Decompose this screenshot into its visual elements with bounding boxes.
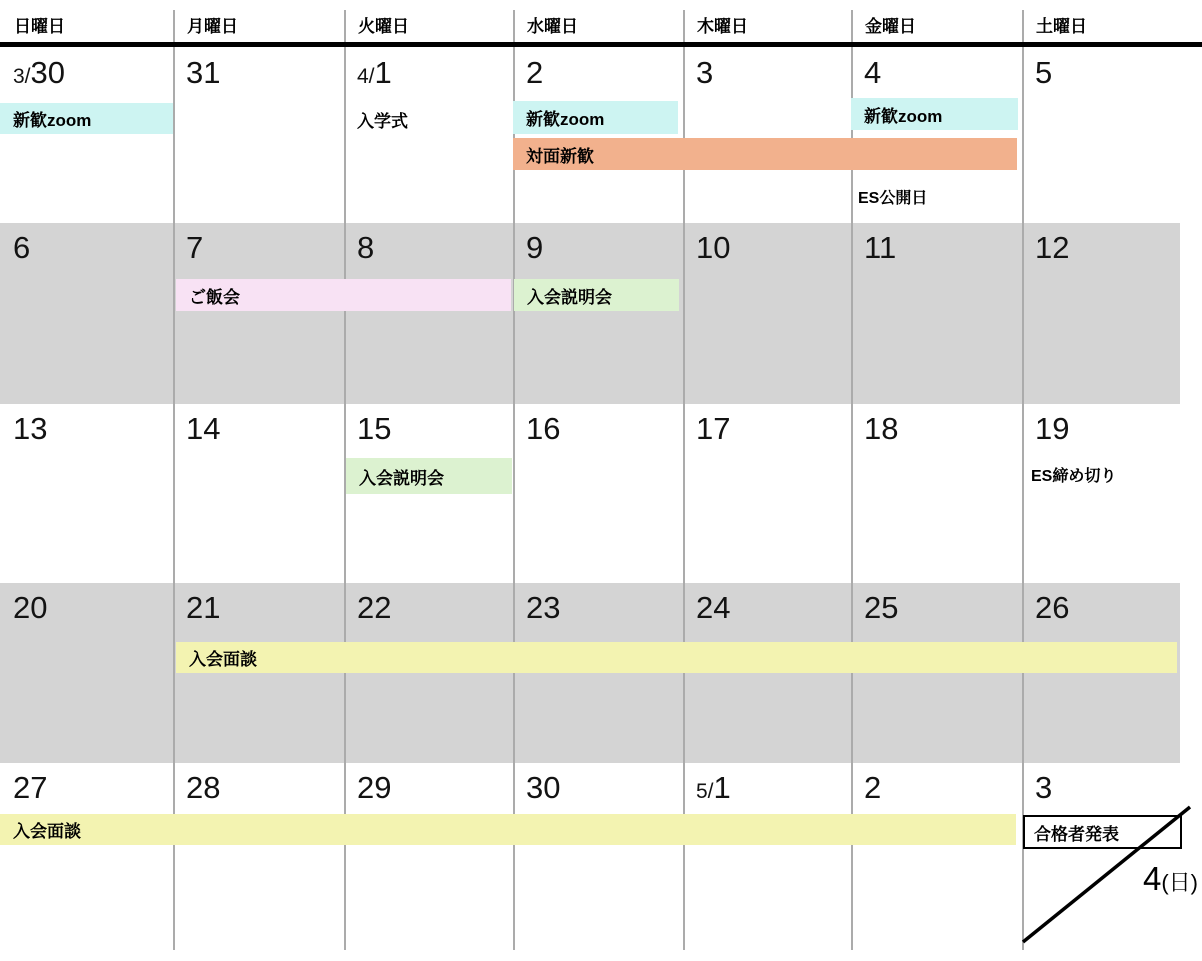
event-interview-week4[interactable]: 入会面談 <box>176 642 1177 673</box>
day-cell-apr12[interactable]: 12 <box>1035 230 1070 265</box>
day-cell-apr22[interactable]: 22 <box>357 590 392 625</box>
day-cell-may2[interactable]: 2 <box>864 770 882 805</box>
event-shinkan-zoom-apr4[interactable]: 新歓zoom <box>851 98 1018 130</box>
grid-line-col-1 <box>173 10 175 950</box>
day-cell-apr2[interactable]: 2 <box>526 55 544 90</box>
day-cell-apr25[interactable]: 25 <box>864 590 899 625</box>
day-cell-apr24[interactable]: 24 <box>696 590 731 625</box>
day-cell-apr14[interactable]: 14 <box>186 411 221 446</box>
day-cell-apr27[interactable]: 27 <box>13 770 48 805</box>
event-interview-week5[interactable]: 入会面談 <box>0 814 1016 845</box>
day-cell-apr7[interactable]: 7 <box>186 230 204 265</box>
day-cell-apr9[interactable]: 9 <box>526 230 544 265</box>
weekday-header-wed: 水曜日 <box>527 17 578 36</box>
day-cell-apr11[interactable]: 11 <box>864 230 897 265</box>
header-rule <box>0 42 1202 47</box>
weekday-header-sat: 土曜日 <box>1036 17 1087 36</box>
overflow-day-may4-label: 4(日) <box>1142 860 1198 897</box>
day-cell-apr28[interactable]: 28 <box>186 770 221 805</box>
day-cell-apr15[interactable]: 15 <box>357 411 392 446</box>
weekday-header-tue: 火曜日 <box>358 17 409 36</box>
day-cell-apr16[interactable]: 16 <box>526 411 561 446</box>
event-info-session-apr9[interactable]: 入会説明会 <box>514 279 679 311</box>
event-gohankai[interactable]: ご飯会 <box>176 279 511 311</box>
day-cell-apr5[interactable]: 5 <box>1035 55 1053 90</box>
day-cell-apr21[interactable]: 21 <box>186 590 221 625</box>
event-shinkan-zoom-mar30[interactable]: 新歓zoom <box>0 103 173 134</box>
day-cell-apr8[interactable]: 8 <box>357 230 375 265</box>
day-cell-apr19[interactable]: 19 <box>1035 411 1070 446</box>
day-cell-apr4[interactable]: 4 <box>864 55 882 90</box>
weekday-header-mon: 月曜日 <box>187 17 238 36</box>
event-es-deadline[interactable]: ES締め切り <box>1031 467 1117 485</box>
day-cell-apr13[interactable]: 13 <box>13 411 48 446</box>
day-cell-mar30[interactable]: 3/30 <box>13 55 65 90</box>
day-cell-apr20[interactable]: 20 <box>13 590 48 625</box>
weekday-header-sun: 日曜日 <box>14 17 65 36</box>
day-cell-may1[interactable]: 5/1 <box>696 770 731 805</box>
shaded-week-row-4 <box>0 583 1180 763</box>
event-entrance-ceremony[interactable]: 入学式 <box>357 112 408 131</box>
day-cell-apr18[interactable]: 18 <box>864 411 899 446</box>
day-cell-apr6[interactable]: 6 <box>13 230 31 265</box>
day-cell-apr17[interactable]: 17 <box>696 411 731 446</box>
event-shinkan-zoom-apr2[interactable]: 新歓zoom <box>513 101 678 134</box>
day-cell-mar31[interactable]: 31 <box>186 55 221 90</box>
day-cell-apr3[interactable]: 3 <box>696 55 714 90</box>
weekday-header-thu: 木曜日 <box>697 17 748 36</box>
weekday-header-fri: 金曜日 <box>865 17 916 36</box>
shaded-week-row-2 <box>0 223 1180 404</box>
day-cell-apr23[interactable]: 23 <box>526 590 561 625</box>
day-cell-apr10[interactable]: 10 <box>696 230 731 265</box>
day-cell-may3[interactable]: 3 <box>1035 770 1053 805</box>
day-cell-apr26[interactable]: 26 <box>1035 590 1070 625</box>
day-cell-apr30[interactable]: 30 <box>526 770 561 805</box>
day-cell-apr29[interactable]: 29 <box>357 770 392 805</box>
event-es-release[interactable]: ES公開日 <box>858 189 928 207</box>
day-cell-apr1[interactable]: 4/1 <box>357 55 392 90</box>
event-results-announcement[interactable]: 合格者発表 <box>1023 815 1182 849</box>
event-taimen-shinkan[interactable]: 対面新歓 <box>513 138 1017 170</box>
event-info-session-apr15[interactable]: 入会説明会 <box>346 458 512 494</box>
